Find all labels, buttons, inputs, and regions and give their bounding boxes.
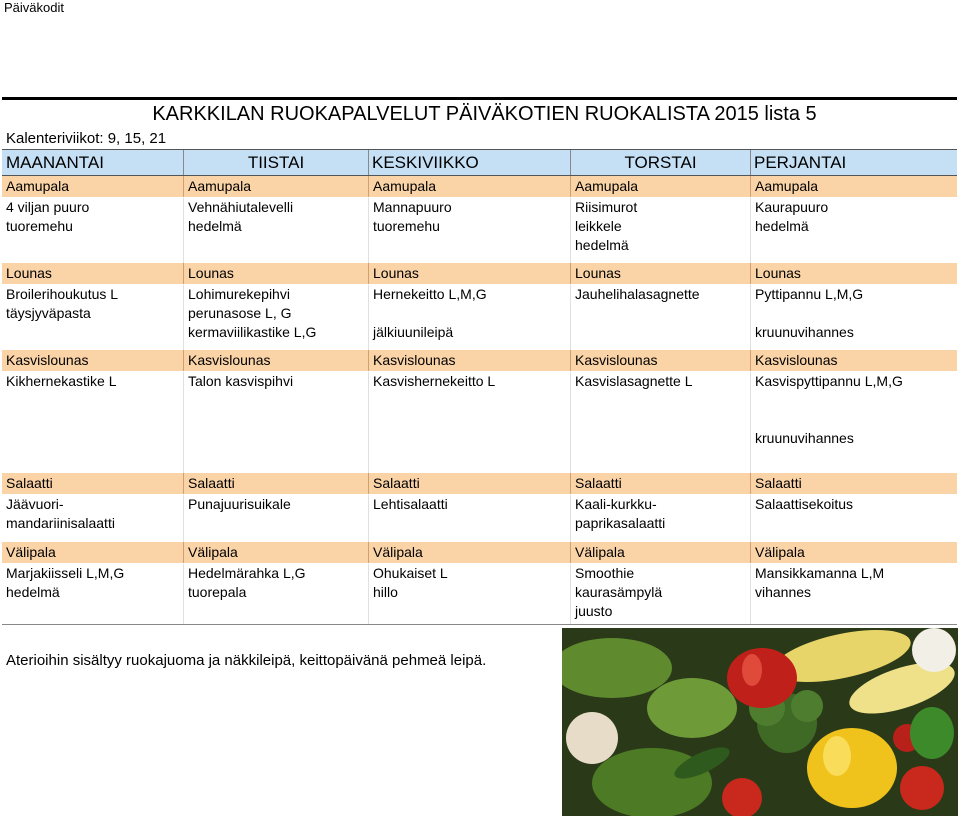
menu-cell	[369, 372, 571, 473]
menu-item: kaurasämpylä	[575, 584, 663, 600]
menu-cell	[751, 564, 957, 624]
menu-item: Vehnähiutalevelli	[188, 199, 294, 215]
menu-item: hillo	[373, 584, 398, 600]
vegetables-photo	[562, 628, 958, 816]
menu-item: kruunuvihannes	[755, 430, 854, 446]
menu-cell	[2, 198, 184, 263]
menu-item: Lohimurekepihvi	[188, 286, 290, 302]
section-label: Kasvislounas	[755, 352, 838, 368]
menu-item: Hedelmärahka L,G	[188, 565, 306, 581]
menu-item: Smoothie	[575, 565, 635, 581]
menu-cell	[369, 198, 571, 263]
section-label: Kasvislounas	[184, 350, 369, 371]
menu-item: mandariinisalaatti	[6, 515, 115, 531]
section-header-aamupala	[2, 176, 957, 197]
menu-item: kruunuvihannes	[755, 324, 854, 340]
day-monday: MAANANTAI	[2, 150, 184, 175]
section-label: Kasvislounas	[2, 350, 184, 371]
menu-cell	[571, 564, 751, 624]
day-tuesday: TIISTAI	[184, 150, 369, 175]
breadcrumb[interactable]: Päiväkodit	[4, 0, 64, 15]
menu-item: Talon kasvispihvi	[188, 373, 294, 389]
section-label: Salaatti	[571, 473, 751, 494]
menu-item: tuorepala	[188, 584, 247, 600]
menu-item: Punajuurisuikale	[188, 496, 291, 512]
section-label: Välipala	[2, 542, 184, 563]
menu-item: Mansikkamanna L,M	[755, 565, 885, 581]
menu-cell	[751, 495, 957, 542]
menu-item: Hernekeitto L,M,G	[373, 286, 487, 302]
section-label: Lounas	[369, 263, 571, 284]
day-wednesday: KESKIVIIKKO	[369, 150, 571, 175]
menu-sheet	[2, 97, 957, 625]
menu-cell	[2, 495, 184, 542]
menu-cell	[184, 495, 369, 542]
menu-cell	[751, 372, 957, 473]
menu-item: 4 viljan puuro	[6, 199, 90, 215]
menu-item: jälkiuunileipä	[373, 324, 454, 340]
menu-item: Kasvispyttipannu L,M,G	[755, 373, 903, 389]
menu-cell	[369, 495, 571, 542]
menu-item: hedelmä	[6, 584, 60, 600]
menu-item: Pyttipannu L,M,G	[755, 286, 864, 302]
calendar-weeks: Kalenteriviikot: 9, 15, 21	[6, 130, 167, 147]
section-label: Aamupala	[755, 178, 819, 194]
menu-item: Jäävuori-	[6, 496, 64, 512]
menu-item: Lehtisalaatti	[373, 496, 448, 512]
menu-item: hedelmä	[755, 218, 809, 234]
section-header-salaatti	[2, 473, 957, 494]
section-body-lounas	[2, 284, 957, 350]
day-thursday: TORSTAI	[571, 150, 751, 175]
section-header-valipala	[2, 542, 957, 563]
menu-item: Kasvishernekeitto L	[373, 373, 496, 389]
section-label: Kasvislounas	[369, 350, 571, 371]
menu-item: vihannes	[755, 584, 812, 600]
section-label: Salaatti	[2, 473, 184, 494]
menu-cell	[184, 285, 369, 350]
menu-cell	[571, 372, 751, 473]
menu-item: tuoremehu	[6, 218, 73, 234]
section-label: Välipala	[184, 542, 369, 563]
menu-item: Marjakiisseli L,M,G	[6, 565, 125, 581]
section-label: Aamupala	[184, 176, 369, 197]
menu-item: Jauhelihalasagnette	[575, 286, 700, 302]
section-body-aamupala	[2, 197, 957, 263]
menu-item: hedelmä	[188, 218, 242, 234]
weekday-header	[2, 149, 957, 176]
section-label: Lounas	[184, 263, 369, 284]
menu-item: leikkele	[575, 218, 622, 234]
menu-cell	[2, 285, 184, 350]
menu-item: hedelmä	[575, 237, 629, 253]
menu-cell	[184, 198, 369, 263]
section-label: Lounas	[2, 263, 184, 284]
menu-cell	[184, 372, 369, 473]
menu-item: paprikasalaatti	[575, 515, 666, 531]
section-header-lounas	[2, 263, 957, 284]
menu-item: juusto	[575, 603, 613, 619]
menu-item: Kikhernekastike L	[6, 373, 117, 389]
section-label: Lounas	[571, 263, 751, 284]
menu-cell	[369, 564, 571, 624]
menu-cell	[751, 198, 957, 263]
menu-cell	[571, 285, 751, 350]
menu-cell	[751, 285, 957, 350]
menu-item: tuoremehu	[373, 218, 440, 234]
section-label: Kasvislounas	[571, 350, 751, 371]
menu-cell	[184, 564, 369, 624]
menu-item: Riisimurot	[575, 199, 638, 215]
menu-cell	[369, 285, 571, 350]
section-header-kasvislounas	[2, 350, 957, 371]
menu-item: Kasvislasagnette L	[575, 373, 693, 389]
section-label: Lounas	[755, 265, 801, 281]
menu-item: Broilerihoukutus L	[6, 286, 119, 302]
section-label: Aamupala	[571, 176, 751, 197]
menu-item: Kaurapuuro	[755, 199, 829, 215]
section-label: Välipala	[571, 542, 751, 563]
menu-item: Mannapuuro	[373, 199, 452, 215]
menu-item: kermaviilikastike L,G	[188, 324, 317, 340]
page-title: KARKKILAN RUOKAPALVELUT PÄIVÄKOTIEN RUOKALISTA 2015 lista 5	[152, 103, 817, 125]
section-label: Salaatti	[755, 475, 802, 491]
section-label: Aamupala	[369, 176, 571, 197]
menu-item: Kaali-kurkku-	[575, 496, 657, 512]
menu-cell	[571, 495, 751, 542]
menu-cell	[571, 198, 751, 263]
section-label: Aamupala	[2, 176, 184, 197]
menu-item: täysjyväpasta	[6, 305, 91, 321]
section-label: Salaatti	[369, 473, 571, 494]
menu-item: Salaattisekoitus	[755, 496, 854, 512]
menu-item: perunasose L, G	[188, 305, 292, 321]
section-label: Salaatti	[184, 473, 369, 494]
section-body-valipala	[2, 563, 957, 625]
section-label: Välipala	[369, 542, 571, 563]
day-friday: PERJANTAI	[754, 153, 847, 172]
menu-cell	[2, 372, 184, 473]
section-body-salaatti	[2, 494, 957, 542]
section-body-kasvislounas	[2, 371, 957, 473]
section-label: Välipala	[755, 544, 805, 560]
menu-item: Ohukaiset L	[373, 565, 448, 581]
menu-cell	[2, 564, 184, 624]
footnote: Aterioihin sisältyy ruokajuoma ja näkkileipä, keittopäivänä pehmeä leipä.	[6, 652, 487, 669]
